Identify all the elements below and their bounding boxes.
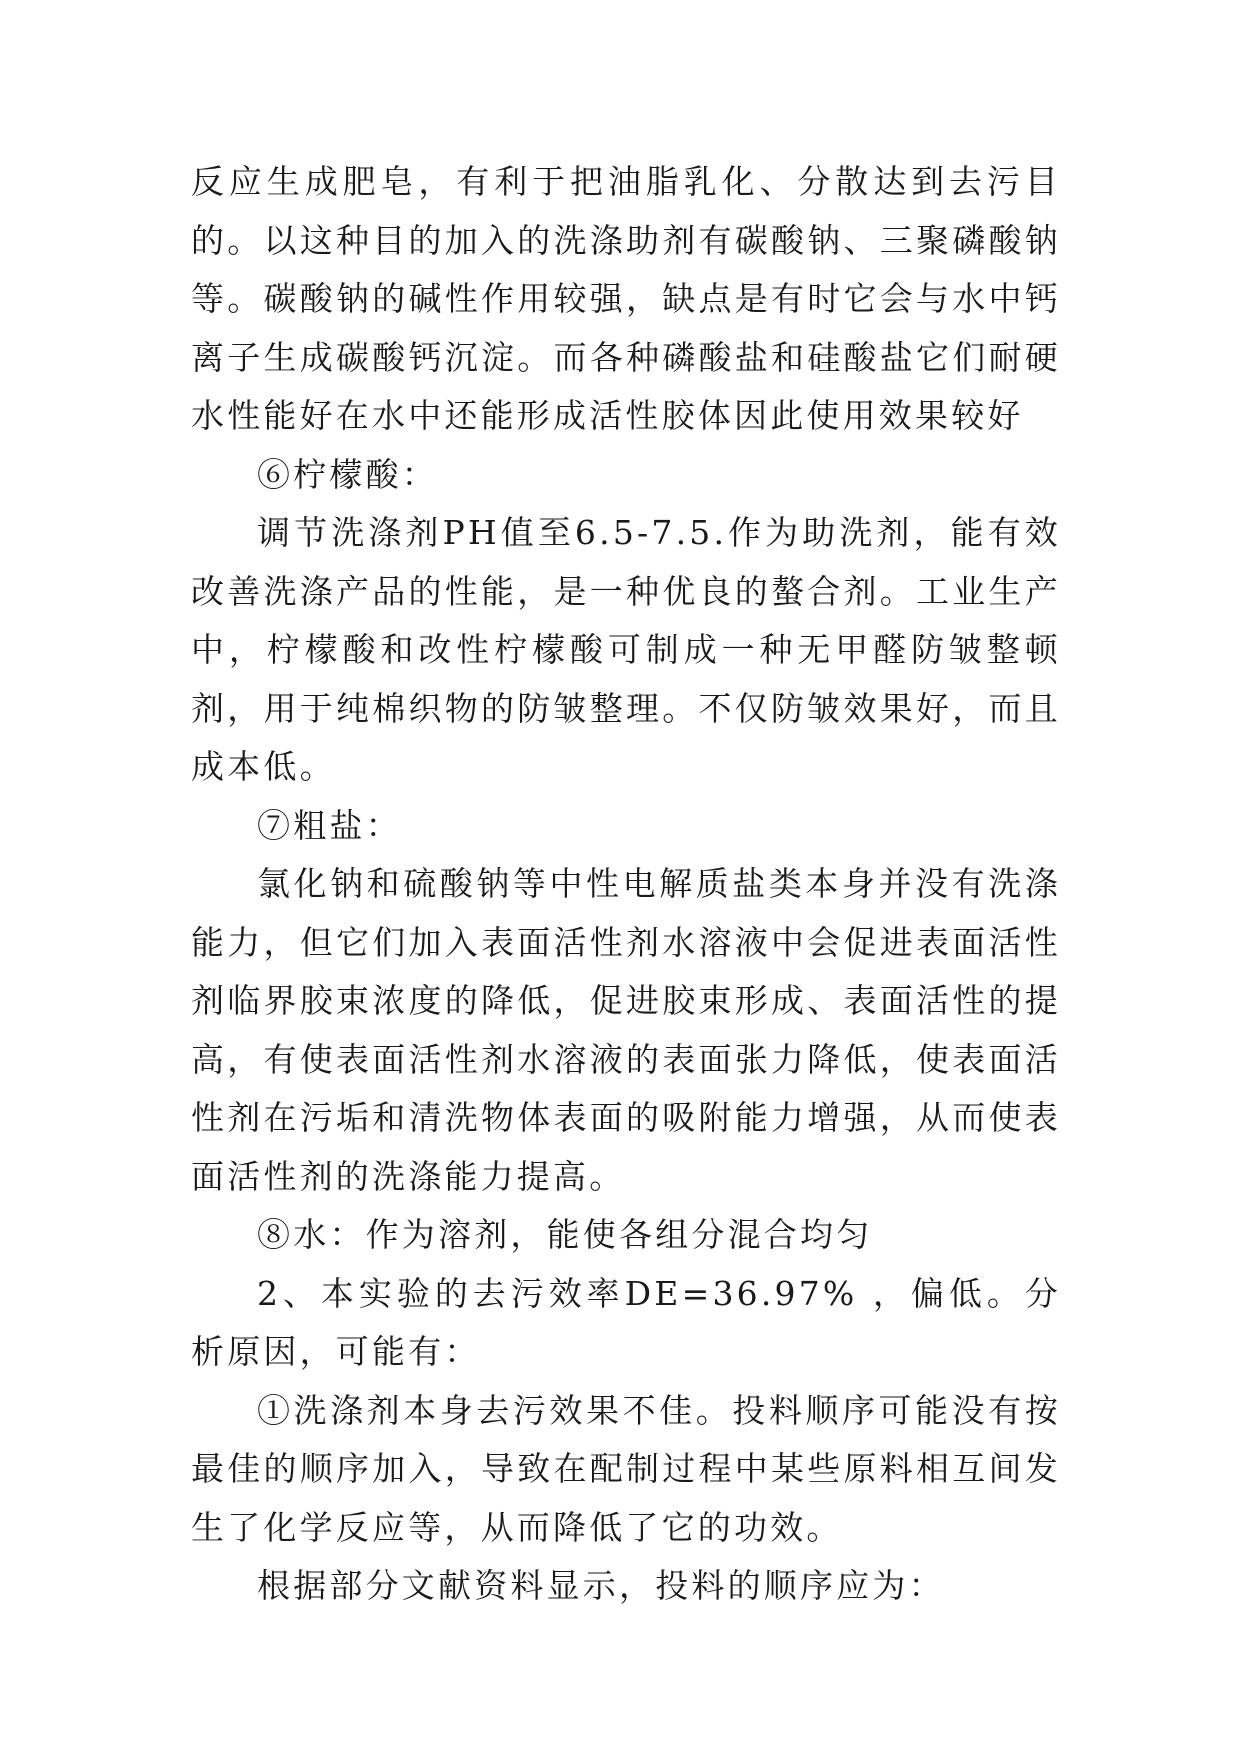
paragraph-coarse-salt: 氯化钠和硫酸钠等中性电解质盐类本身并没有洗涤能力，但它们加入表面活性剂水溶液中会促进表面活性剂临界胶束浓度的降低，促进胶束形成、表面活性的提高，有使表面活性剂水溶液的表面张力降低，使表面活性剂在污垢和清洗物体表面的吸附能力增强，从而使表面活性剂的洗涤能力提高。 — [191, 864, 1061, 1196]
paragraph-efficiency: 2、本实验的去污效率DE=36.97% ，偏低。分析原因，可能有： — [191, 1273, 1061, 1371]
paragraph-order: 根据部分文献资料显示，投料的顺序应为： — [257, 1566, 945, 1605]
paragraph-citric-acid: 调节洗涤剂PH值至6.5-7.5.作为助洗剂，能有效改善洗涤产品的性能，是一种优良的螯合剂。工业生产中，柠檬酸和改性柠檬酸可制成一种无甲醛防皱整顿剂，用于纯棉织物的防皱整理。不仅防皱效果好，而且成本低。 — [191, 513, 1061, 786]
paragraph-soap-reaction: 反应生成肥皂，有利于把油脂乳化、分散达到去污目的。以这种目的加入的洗涤助剂有碳酸钠、三聚磷酸钠等。碳酸钠的碱性作用较强，缺点是有时它会与水中钙离子生成碳酸钙沉淀。而各种磷酸盐和硅酸盐它们耐硬水性能好在水中还能形成活性胶体因此使用效果较好 — [191, 162, 1061, 435]
paragraph-water: ⑧水：作为溶剂，能使各组分混合均匀 — [257, 1215, 873, 1254]
paragraph-reason-1: ①洗涤剂本身去污效果不佳。投料顺序可能没有按最佳的顺序加入，导致在配制过程中某些原料相互间发生了化学反应等，从而降低了它的功效。 — [191, 1390, 1061, 1547]
heading-coarse-salt: ⑦粗盐： — [257, 805, 402, 845]
document-body — [191, 153, 1061, 1616]
heading-citric-acid: ⑥柠檬酸： — [257, 454, 438, 494]
